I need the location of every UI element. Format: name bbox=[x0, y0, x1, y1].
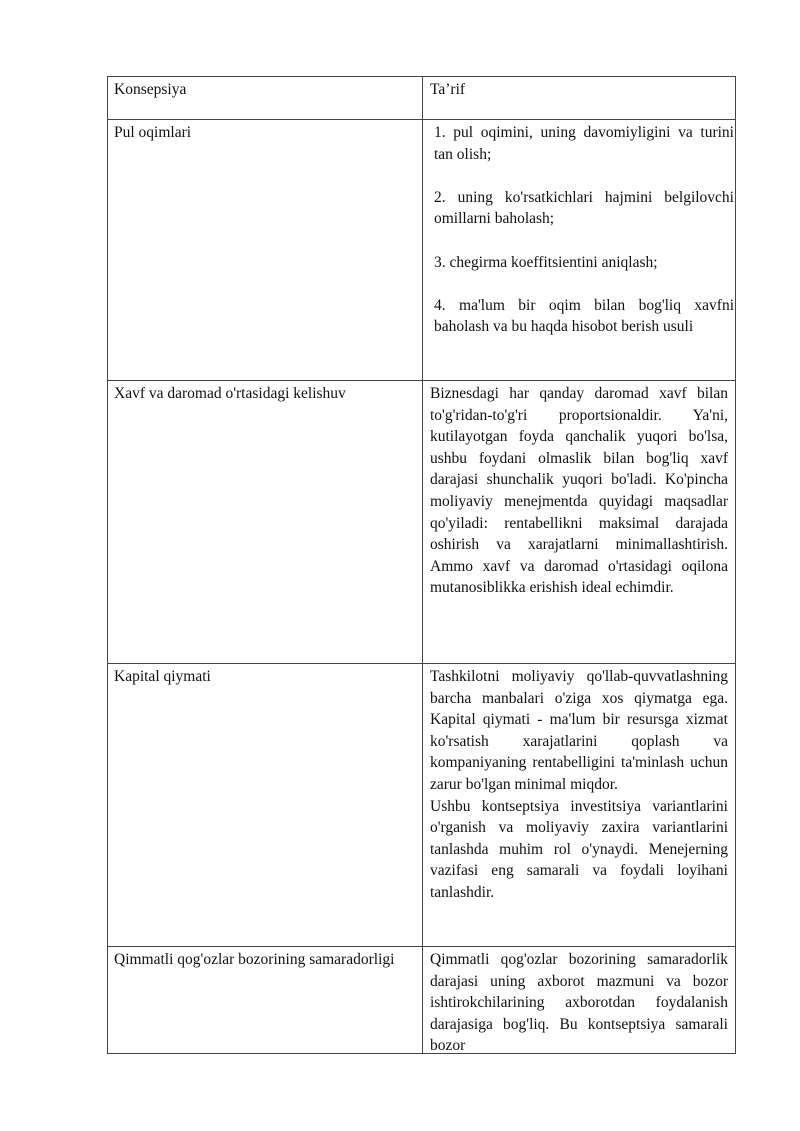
table-header-row bbox=[108, 77, 736, 120]
table-row bbox=[108, 947, 736, 1054]
concept-text: Xavf va daromad o'rtasidagi kelishuv bbox=[114, 385, 346, 402]
list-item: 1. pul oqimini, uning davomiyligini va turini tan olish; bbox=[434, 124, 734, 163]
definition-text: Qimmatli qog'ozlar bozorining samaradorlik darajasi uning axborot mazmuni va bozor ishtirokchilarining axborotdan foydalanish darajasiga bog'liq. Bu kontseptsiya samarali bozor bbox=[430, 951, 728, 1053]
concept-text: Pul oqimlari bbox=[114, 124, 192, 141]
definition-text: Ushbu kontseptsiya investitsiya variantlarini o'rganish va moliyaviy zaxira variantlarini tanlashda muhim rol o'ynaydi. Menejerning vazifasi eng samarali va foydali loyihani tanlashdir. bbox=[430, 797, 728, 901]
concept-cell bbox=[108, 381, 423, 664]
definition-text: Tashkilotni moliyaviy qo'llab-quvvatlashning barcha manbalari o'ziga xos qiymatga ega. Kapital qiymati - ma'lum bir resursga xizmat ko'rsatish xarajatlarini qoplash va kompaniyaning rentabelligini ta'minlash uchun zarur bo'lgan minimal miqdor. bbox=[430, 668, 728, 793]
header-cell-definition bbox=[423, 77, 736, 120]
definition-cell bbox=[423, 664, 736, 947]
concept-cell bbox=[108, 120, 423, 381]
list-item: 4. ma'lum bir oqim bilan bog'liq xavfni baholash va bu haqda hisobot berish usuli bbox=[434, 296, 734, 336]
table-row bbox=[108, 381, 736, 664]
list-item: 2. uning ko'rsatkichlari hajmini belgilovchi omillarni baholash; bbox=[434, 188, 734, 228]
header-cell-concept bbox=[108, 77, 423, 120]
definition-list bbox=[423, 120, 735, 338]
concept-cell bbox=[108, 664, 423, 947]
definition-text: Biznesdagi har qanday daromad xavf bilan to'g'ridan-to'g'ri proportsionaldir. Ya'ni, kutilayotgan foyda qanchalik yuqori bo'lsa, ushbu foydani olmaslik bilan bog'liq xavf darajasi shunchalik yuqori bo'ladi. Ko'pincha moliyaviy menejmentda quyidagi maqsadlar qo'yiladi: rentabellikni maksimal darajada oshirish va xarajatlarni minimallashtirish. Ammo xavf va daromad o'rtasidagi oqilona mutanosiblikka erishish ideal echimdir. bbox=[430, 385, 728, 597]
table-row bbox=[108, 664, 736, 947]
concept-text: Kapital qiymati bbox=[114, 668, 211, 685]
header-concept-label: Konsepsiya bbox=[114, 81, 187, 98]
definition-cell bbox=[423, 947, 736, 1054]
definition-cell bbox=[423, 381, 736, 664]
concept-cell bbox=[108, 947, 423, 1054]
header-definition-label: Ta’rif bbox=[430, 81, 466, 98]
table-row bbox=[108, 120, 736, 381]
concept-text: Qimmatli qog'ozlar bozorining samaradorligi bbox=[114, 951, 395, 968]
concepts-table bbox=[107, 76, 736, 1054]
definition-cell bbox=[423, 120, 736, 381]
list-item: 3. chegirma koeffitsientini aniqlash; bbox=[434, 253, 658, 271]
